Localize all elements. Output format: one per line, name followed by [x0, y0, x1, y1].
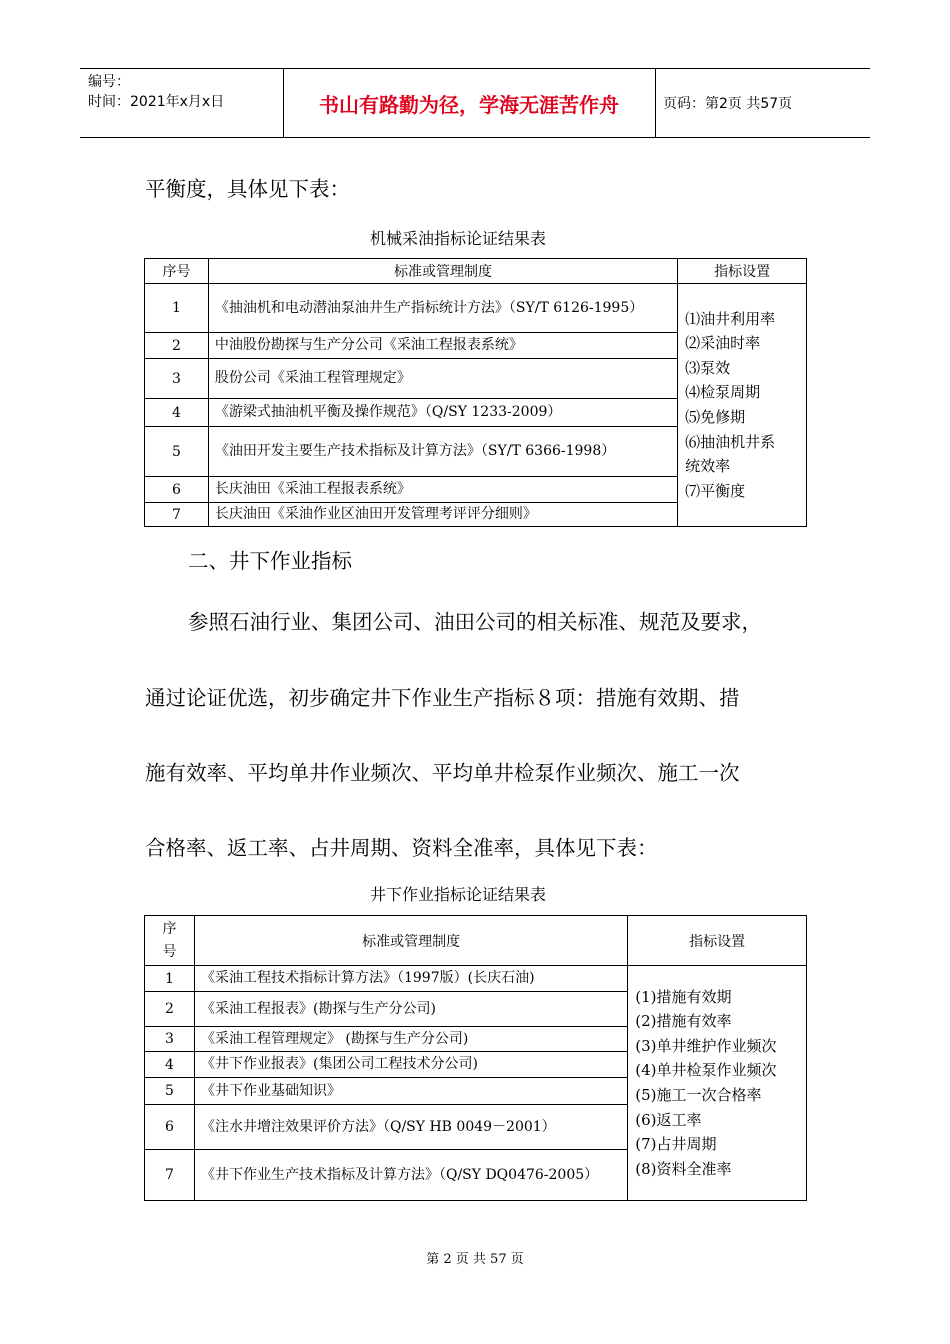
page-header [80, 68, 870, 138]
row-number: 5 [145, 427, 209, 477]
row-standard: 《井下作业生产技术指标及计算方法》（Q/SY DQ0476-2005） [194, 1150, 627, 1201]
table2-header-set: 指标设置 [628, 916, 807, 966]
setting-item: (6)返工率 [635, 1110, 702, 1129]
row-standard: 股份公司《采油工程管理规定》 [208, 359, 677, 399]
table2-header-row [145, 916, 807, 966]
row-standard: 长庆油田《采油工程报表系统》 [208, 477, 677, 503]
setting-item: (8)资料全准率 [635, 1159, 732, 1178]
intro-tail: 平衡度，具体见下表： [145, 177, 350, 201]
setting-item: ⑵采油时率 [685, 334, 761, 353]
row-number: 5 [145, 1078, 195, 1105]
row-standard: 《游梁式抽油机平衡及操作规范》（Q/SY 1233-2009） [208, 399, 677, 427]
setting-item: ⑶泵效 [685, 358, 731, 377]
table1-settings [678, 284, 807, 527]
header-number: 编号： [88, 74, 130, 90]
setting-item: ⑷检泵周期 [685, 383, 761, 402]
setting-item: ⑴油井利用率 [685, 309, 776, 328]
setting-item: 统效率 [685, 457, 731, 476]
setting-item: (2)措施有效率 [635, 1012, 732, 1031]
table1-header-set: 指标设置 [678, 259, 807, 284]
page-footer: 第 2 页 共 57 页 [426, 1252, 524, 1267]
row-number: 4 [145, 399, 209, 427]
header-page-info: 页码：第2页 共57页 [663, 96, 793, 112]
row-number: 1 [145, 284, 209, 333]
row-number: 7 [145, 503, 209, 527]
row-standard: 中油股份勘探与生产分公司《采油工程报表系统》 [208, 333, 677, 359]
table2-caption: 井下作业指标论证结果表 [370, 885, 547, 904]
row-number: 2 [145, 333, 209, 359]
table1-header-row [145, 259, 807, 284]
row-standard: 《井下作业基础知识》 [194, 1078, 627, 1105]
row-standard: 长庆油田《采油作业区油田开发管理考评评分细则》 [208, 503, 677, 527]
row-number: 7 [145, 1150, 195, 1201]
table2-header-std: 标准或管理制度 [194, 916, 627, 966]
row-standard: 《抽油机和电动潜油泵油井生产指标统计方法》（SY/T 6126-1995） [208, 284, 677, 333]
section2-line1: 参照石油行业、集团公司、油田公司的相关标准、规范及要求， [188, 610, 762, 634]
table1-caption: 机械采油指标论证结果表 [370, 229, 547, 248]
setting-item: (5)施工一次合格率 [635, 1086, 762, 1104]
row-standard: 《油田开发主要生产技术指标及计算方法》（SY/T 6366-1998） [208, 427, 677, 477]
table2-header-no: 序号 [145, 916, 195, 966]
setting-item: ⑹抽油机井系 [685, 432, 776, 451]
row-standard: 《井下作业报表》(集团公司工程技术分公司) [194, 1052, 627, 1078]
table-row [145, 966, 807, 992]
setting-item: (4)单井检泵作业频次 [635, 1061, 777, 1080]
section2-line4: 合格率、返工率、占井周期、资料全准率，具体见下表： [145, 836, 658, 860]
table2 [144, 915, 807, 1201]
row-number: 6 [145, 1105, 195, 1150]
row-standard: 《注水井增注效果评价方法》（Q/SY HB 0049－2001） [194, 1105, 627, 1150]
setting-item: ⑸免修期 [685, 408, 746, 426]
row-number: 3 [145, 359, 209, 399]
table1 [144, 258, 807, 527]
setting-item: (7)占井周期 [635, 1135, 717, 1154]
table2-settings [628, 966, 807, 1201]
row-standard: 《采油工程管理规定》 (勘探与生产分公司) [194, 1027, 627, 1052]
row-number: 1 [145, 966, 195, 992]
setting-item: (1)措施有效期 [635, 987, 732, 1006]
setting-item: ⑺平衡度 [685, 481, 746, 500]
row-number: 2 [145, 992, 195, 1027]
setting-item: (3)单井维护作业频次 [635, 1036, 777, 1055]
row-number: 6 [145, 477, 209, 503]
header-meta [80, 69, 284, 137]
header-motto: 书山有路勤为径，学海无涯苦作舟 [283, 69, 656, 137]
table1-header-std: 标准或管理制度 [208, 259, 677, 284]
table-row [145, 284, 807, 333]
header-time: 时间：2021年x月x日 [88, 94, 225, 110]
section2-line2: 通过论证优选，初步确定井下作业生产指标８项：措施有效期、措 [145, 686, 740, 710]
row-standard: 《采油工程报表》(勘探与生产分公司) [194, 992, 627, 1027]
row-number: 4 [145, 1052, 195, 1078]
section2-line3: 施有效率、平均单井作业频次、平均单井检泵作业频次、施工一次 [145, 761, 740, 785]
row-number: 3 [145, 1027, 195, 1052]
table1-header-no: 序号 [145, 259, 209, 284]
row-standard: 《采油工程技术指标计算方法》（1997版）(长庆石油) [194, 966, 627, 992]
section2-title: 二、井下作业指标 [188, 549, 352, 573]
